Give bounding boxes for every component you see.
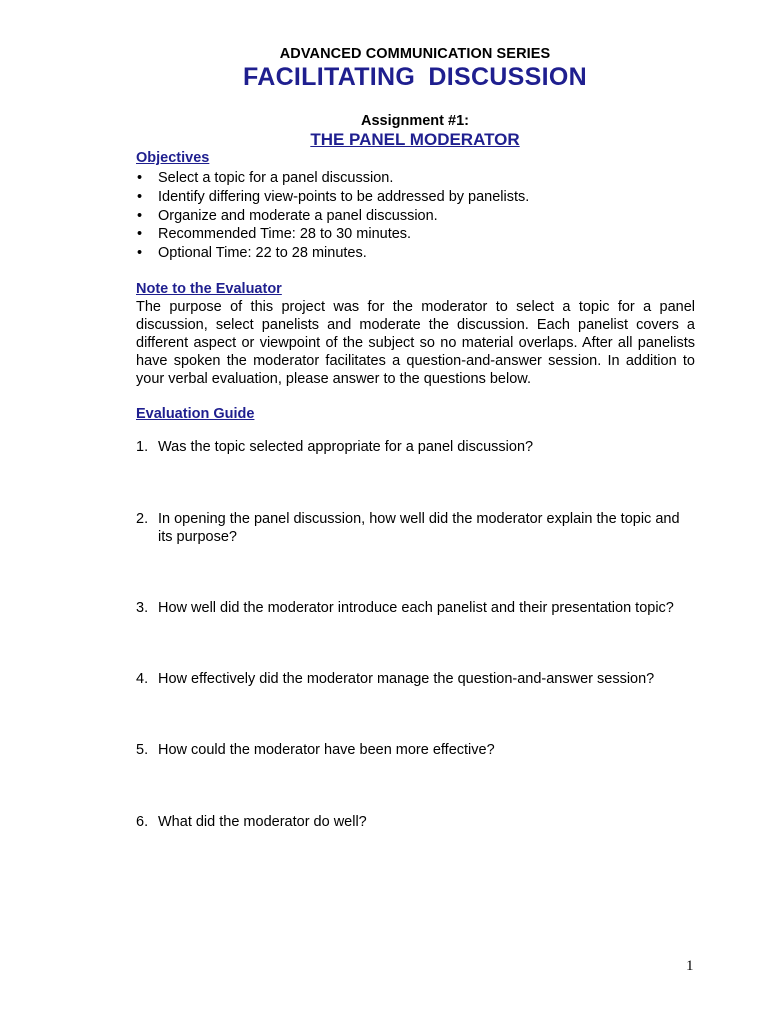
list-item (136, 244, 529, 263)
question-number: 4. (136, 671, 149, 687)
objective-text: Identify differing view-points to be addressed by panelists. (158, 188, 530, 205)
question-number: 2. (136, 511, 149, 527)
bullet-icon: • (137, 188, 143, 205)
question-number: 3. (136, 600, 149, 616)
question-text: In opening the panel discussion, how well did the moderator explain the topic and its purpose? (158, 511, 680, 545)
bullet-icon: • (137, 170, 143, 186)
objective-text: Organize and moderate a panel discussion. (158, 207, 438, 224)
page-number: 1 (686, 958, 694, 974)
objectives-heading: Objectives (136, 150, 210, 166)
objective-text: Recommended Time: 28 to 30 minutes. (158, 226, 412, 243)
question-item (136, 741, 696, 759)
page-title: FACILITATING DISCUSSION (243, 63, 587, 91)
objectives-list (136, 169, 529, 263)
list-item (136, 225, 529, 244)
list-item (136, 188, 529, 207)
question-text: Was the topic selected appropriate for a panel discussion? (158, 439, 534, 455)
question-text: How could the moderator have been more effective? (158, 742, 495, 758)
series-title: ADVANCED COMMUNICATION SERIES (279, 46, 551, 62)
question-text: What did the moderator do well? (158, 814, 367, 830)
question-number: 5. (136, 742, 149, 758)
bullet-icon: • (137, 226, 143, 243)
question-text: How effectively did the moderator manage the question-and-answer session? (158, 671, 655, 687)
assignment-title: THE PANEL MODERATOR (310, 130, 520, 149)
objective-text: Optional Time: 22 to 28 minutes. (158, 245, 367, 262)
question-item (136, 599, 696, 617)
question-item (136, 438, 696, 456)
objective-text: Select a topic for a panel discussion. (158, 170, 394, 186)
list-item (136, 207, 529, 226)
note-heading: Note to the Evaluator (136, 281, 282, 297)
list-item (136, 169, 529, 188)
assignment-label: Assignment #1: (361, 113, 469, 129)
question-number: 6. (136, 814, 149, 830)
question-item (136, 813, 696, 831)
bullet-icon: • (137, 245, 143, 262)
question-item (136, 670, 696, 688)
question-item (136, 510, 696, 546)
note-paragraph: The purpose of this project was for the moderator to select a topic for a panel discussion, select panelists and moderate the discussion. Each panelist covers a different aspect or viewpoint of the subject so no material overlaps. After all panelists have spoken the moderator facilitates a question-and-answer session. In addition to your verbal evaluation, please answer to the questions below. (136, 299, 695, 387)
bullet-icon: • (137, 207, 143, 224)
question-text: How well did the moderator introduce each panelist and their presentation topic? (158, 600, 674, 616)
evaluation-heading: Evaluation Guide (136, 406, 255, 422)
question-number: 1. (136, 439, 149, 455)
